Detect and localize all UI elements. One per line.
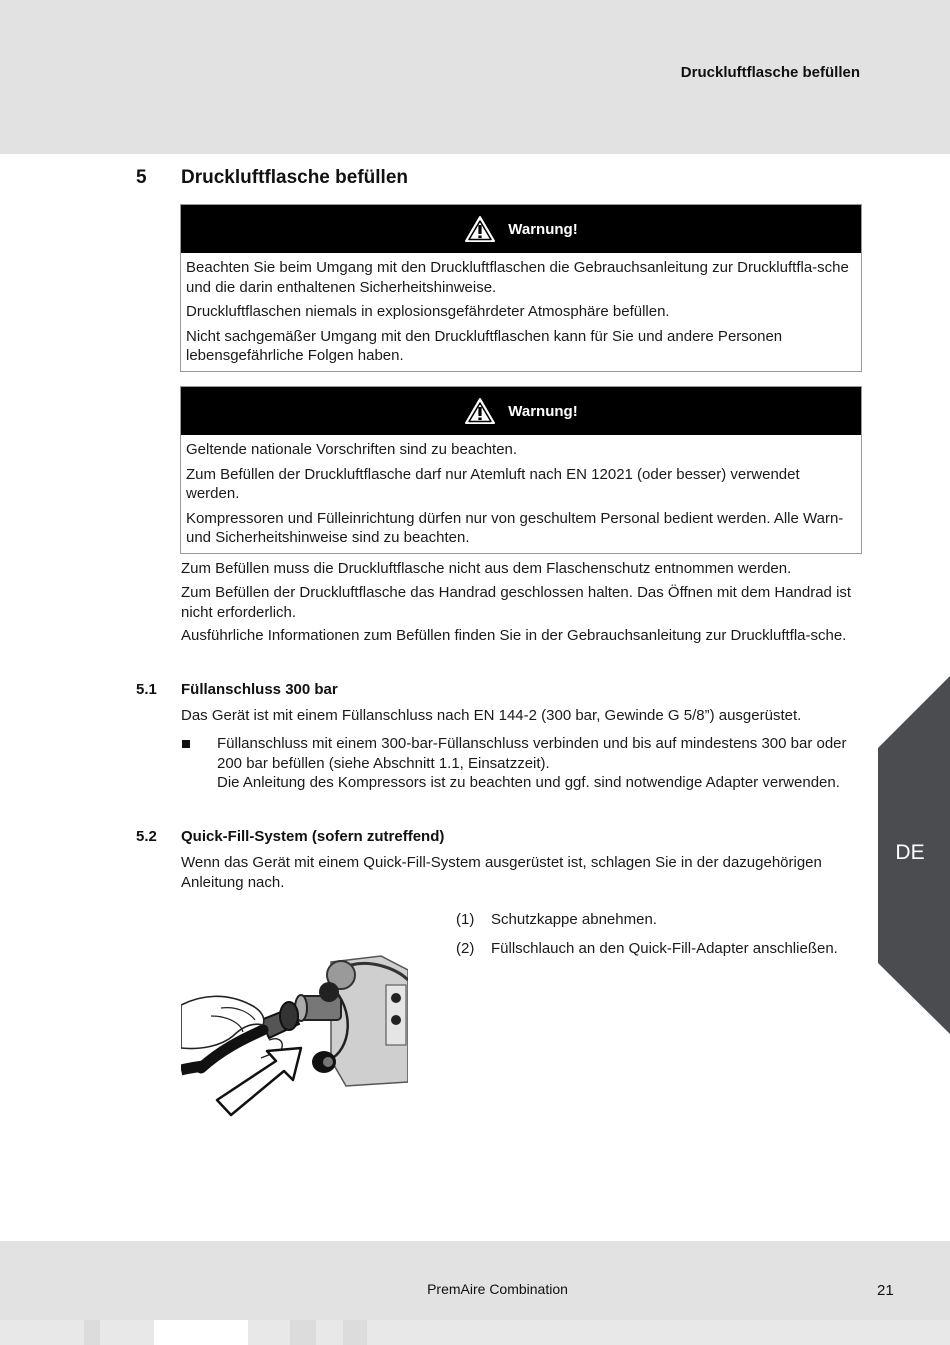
footer-strip-mark bbox=[290, 1320, 316, 1345]
warning-text: Beachten Sie beim Umgang mit den Druckluftflaschen die Gebrauchsanleitung zur Druckluftfla-sche und die darin enthaltenen Sicherheitshinweise. bbox=[186, 259, 849, 296]
warning-text: Zum Befüllen der Druckluftflasche darf nur Atemluft nach EN 12021 (oder besser) verwendet werden. bbox=[186, 465, 800, 502]
body-paragraph: Zum Befüllen der Druckluftflasche das Handrad geschlossen halten. Das Öffnen mit dem Handrad ist nicht erforderlich. bbox=[181, 584, 852, 621]
subsection-number: 5.1 bbox=[136, 681, 157, 698]
list-item bbox=[456, 939, 856, 959]
warning-box-1 bbox=[180, 204, 862, 372]
warning-body bbox=[181, 253, 861, 371]
footer-strip-mark bbox=[84, 1320, 100, 1345]
footer-strip-highlight bbox=[154, 1320, 248, 1345]
subsection-number: 5.2 bbox=[136, 828, 157, 845]
warning-text: Geltende nationale Vorschriften sind zu beachten. bbox=[186, 441, 518, 458]
bullet-line: Füllanschluss mit einem 300-bar-Füllanschluss verbinden und bis auf mindestens 300 bar oder 200 bar befüllen (siehe Abschnitt 1.1, Einsatzzeit). bbox=[217, 735, 847, 772]
footer-product-name: PremAire Combination bbox=[427, 1281, 568, 1297]
section-title: Druckluftflasche befüllen bbox=[181, 167, 408, 188]
step-number: (1) bbox=[456, 911, 475, 928]
bullet-line: Die Anleitung des Kompressors ist zu beachten und ggf. sind notwendige Adapter verwenden. bbox=[217, 774, 840, 791]
warning-box-2 bbox=[180, 386, 862, 554]
warning-header bbox=[181, 205, 861, 253]
warning-label: Warnung! bbox=[508, 402, 578, 420]
language-tab bbox=[878, 676, 950, 1034]
subsection-title: Füllanschluss 300 bar bbox=[181, 681, 338, 698]
language-tab-label: DE bbox=[895, 841, 925, 864]
footer-strip bbox=[0, 1320, 950, 1345]
running-header: Druckluftflasche befüllen bbox=[680, 64, 860, 81]
quick-fill-illustration bbox=[181, 950, 408, 1118]
body-paragraph: Zum Befüllen muss die Druckluftflasche nicht aus dem Flaschenschutz entnommen werden. bbox=[181, 560, 792, 577]
warning-triangle-icon bbox=[464, 397, 496, 425]
step-text: Schutzkappe abnehmen. bbox=[491, 911, 657, 928]
footer-strip-mark bbox=[343, 1320, 367, 1345]
list-item bbox=[456, 910, 856, 930]
section-number: 5 bbox=[136, 167, 147, 188]
step-number: (2) bbox=[456, 939, 475, 957]
warning-text: Kompressoren und Fülleinrichtung dürfen nur von geschultem Personal bedient werden. Alle Warn- und Sicherheitshinweise sind zu beachten. bbox=[186, 509, 844, 546]
page-number: 21 bbox=[877, 1282, 894, 1299]
body-paragraph: Wenn das Gerät mit einem Quick-Fill-System ausgerüstet ist, schlagen Sie in der dazugehörigen Anleitung nach. bbox=[181, 854, 822, 891]
warning-triangle-icon bbox=[464, 215, 496, 243]
body-paragraph: Das Gerät ist mit einem Füllanschluss nach EN 144-2 (300 bar, Gewinde G 5/8”) ausgerüstet. bbox=[181, 707, 802, 724]
bullet-marker bbox=[182, 740, 190, 748]
step-list bbox=[456, 910, 856, 967]
warning-label: Warnung! bbox=[508, 220, 578, 238]
warning-text: Druckluftflaschen niemals in explosionsgefährdeter Atmosphäre befüllen. bbox=[186, 303, 670, 320]
bullet-text bbox=[217, 734, 857, 793]
step-text: Füllschlauch an den Quick-Fill-Adapter anschließen. bbox=[491, 939, 838, 957]
subsection-title: Quick-Fill-System (sofern zutreffend) bbox=[181, 828, 445, 845]
body-paragraph: Ausführliche Informationen zum Befüllen finden Sie in der Gebrauchsanleitung zur Druckluftfla-sche. bbox=[181, 627, 847, 644]
warning-body bbox=[181, 435, 861, 553]
warning-header bbox=[181, 387, 861, 435]
warning-text: Nicht sachgemäßer Umgang mit den Druckluftflaschen kann für Sie und andere Personen lebensgefährliche Folgen haben. bbox=[186, 327, 783, 364]
